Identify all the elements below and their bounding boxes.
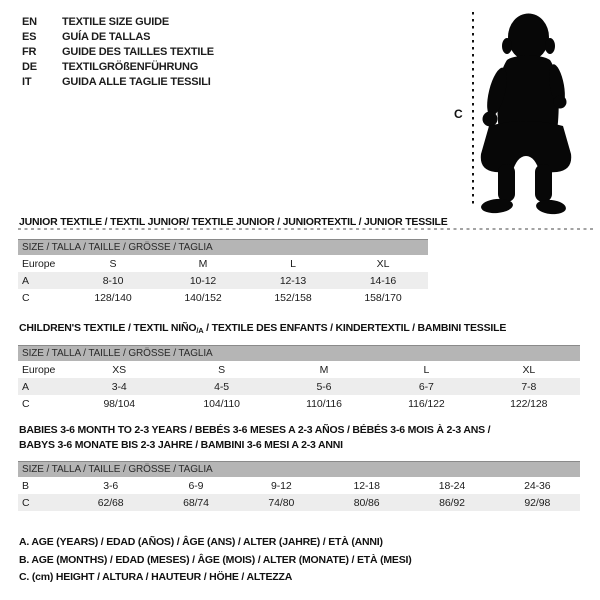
size-header-cell: SIZE / TALLA / TAILLE / GRÖSSE / TAGLIA <box>18 240 428 256</box>
lang-row-fr <box>22 44 214 59</box>
children-textile-title <box>19 321 506 338</box>
table-cell: 158/170 <box>364 291 402 304</box>
table-cell: 98/104 <box>103 397 135 410</box>
table-row-c <box>18 289 428 306</box>
table-cell: L <box>423 363 430 376</box>
junior-textile-title: JUNIOR TEXTILE / TEXTIL JUNIOR/ TEXTILE JUNIOR / JUNIORTEXTIL / JUNIOR TESSILE <box>19 216 448 228</box>
lang-code: EN <box>22 15 37 28</box>
row-label: B <box>22 479 29 492</box>
table-cell: S <box>218 363 226 376</box>
table-cell: XS <box>112 363 127 376</box>
table-cell: 3-4 <box>111 380 127 393</box>
guide-title-en: TEXTILE SIZE GUIDE <box>62 15 170 28</box>
children-title-text-2: / TEXTILE DES ENFANTS / KINDERTEXTIL / BAMBINI TESSILE <box>203 322 507 334</box>
row-label: C <box>22 496 30 509</box>
baby-height-figure <box>445 4 597 230</box>
row-label: Europe <box>22 363 56 376</box>
table-cell: 110/116 <box>306 397 342 410</box>
table-cell: 128/140 <box>94 291 132 304</box>
language-header <box>22 14 214 89</box>
size-header-row <box>18 462 580 478</box>
baby-silhouette-icon <box>445 4 597 230</box>
table-row-europe <box>18 361 580 378</box>
table-cell: 74/80 <box>268 496 295 509</box>
guide-title-fr: GUIDE DES TAILLES TEXTILE <box>62 45 214 58</box>
table-cell: 4-5 <box>214 380 230 393</box>
children-title-text-1: CHILDREN'S TEXTILE / TEXTIL NIÑO <box>19 322 197 334</box>
lang-row-en <box>22 14 214 29</box>
table-row-c <box>18 494 580 511</box>
table-row-b <box>18 477 580 494</box>
guide-title-de: TEXTILGRÖßENFÜHRUNG <box>62 60 199 73</box>
table-cell: 12-18 <box>353 479 380 492</box>
height-measure-label: C <box>454 107 463 121</box>
children-title-subscript: /A <box>196 326 204 335</box>
table-cell: 116/122 <box>408 397 445 410</box>
table-cell: 24-36 <box>524 479 551 492</box>
table-cell: 12-13 <box>279 274 307 287</box>
table-cell: M <box>319 363 329 376</box>
row-label: C <box>22 397 30 410</box>
babies-textile-title <box>19 423 490 453</box>
table-cell: 80/86 <box>353 496 380 509</box>
lang-code: DE <box>22 60 37 73</box>
table-cell: 3-6 <box>103 479 119 492</box>
lang-row-es <box>22 29 214 44</box>
table-cell: XL <box>376 257 390 270</box>
table-cell: 10-12 <box>189 274 217 287</box>
table-cell: 152/158 <box>274 291 312 304</box>
table-cell: 104/110 <box>203 397 240 410</box>
guide-title-es: GUÍA DE TALLAS <box>62 30 151 43</box>
baby-silhouette <box>480 14 571 216</box>
table-cell: S <box>109 257 117 270</box>
size-header-cell: SIZE / TALLA / TAILLE / GRÖSSE / TAGLIA <box>18 346 580 362</box>
table-cell: 14-16 <box>369 274 397 287</box>
table-cell: 62/68 <box>97 496 124 509</box>
junior-size-table <box>18 239 428 306</box>
lang-row-de <box>22 59 214 74</box>
footnote-b: B. AGE (MONTHS) / EDAD (MESES) / ÂGE (MOIS) / ALTER (MONATE) / ETÀ (MESI) <box>19 553 412 566</box>
size-header-row <box>18 240 428 256</box>
table-cell: M <box>198 257 208 270</box>
table-row-c <box>18 395 580 412</box>
footnote-c: C. (cm) HEIGHT / ALTURA / HAUTEUR / HÖHE / ALTEZZA <box>19 571 293 583</box>
table-cell: 7-8 <box>521 380 537 393</box>
babies-title-line-2: BABYS 3-6 MONATE BIS 2-3 JAHRE / BAMBINI 3-6 MESI A 2-3 ANNI <box>19 439 343 451</box>
table-cell: 6-7 <box>418 380 434 393</box>
row-label: A <box>22 380 29 393</box>
table-cell: 9-12 <box>271 479 292 492</box>
footnote-a: A. AGE (YEARS) / EDAD (AÑOS) / ÂGE (ANS) / ALTER (JAHRE) / ETÀ (ANNI) <box>19 536 383 548</box>
lang-code: IT <box>22 75 32 88</box>
table-cell: 5-6 <box>316 380 332 393</box>
row-label: C <box>22 291 30 304</box>
row-label: Europe <box>22 257 56 270</box>
babies-size-table <box>18 461 580 511</box>
table-cell: 6-9 <box>188 479 204 492</box>
size-header-cell: SIZE / TALLA / TAILLE / GRÖSSE / TAGLIA <box>18 462 580 478</box>
lang-row-it <box>22 74 214 89</box>
footnotes <box>19 534 412 587</box>
table-row-a <box>18 378 580 395</box>
table-cell: 18-24 <box>438 479 466 492</box>
guide-title-it: GUIDA ALLE TAGLIE TESSILI <box>62 75 211 88</box>
babies-title-line-1: BABIES 3-6 MONTH TO 2-3 YEARS / BEBÉS 3-6 MESES A 2-3 AÑOS / BÉBÉS 3-6 MOIS À 2-3 ANS / <box>19 424 491 436</box>
table-cell: 92/98 <box>524 496 551 509</box>
lang-code: FR <box>22 45 37 58</box>
table-cell: 122/128 <box>510 397 548 410</box>
table-row-a <box>18 272 428 289</box>
table-cell: 86/92 <box>439 496 465 509</box>
table-cell: L <box>290 257 296 270</box>
table-cell: 8-10 <box>102 274 124 287</box>
table-row-europe <box>18 255 428 272</box>
lang-code: ES <box>22 30 37 43</box>
row-label: A <box>22 274 29 287</box>
children-size-table <box>18 345 580 412</box>
table-cell: 140/152 <box>184 291 222 304</box>
size-header-row <box>18 346 580 362</box>
table-cell: 68/74 <box>183 496 209 509</box>
table-cell: XL <box>522 363 536 376</box>
